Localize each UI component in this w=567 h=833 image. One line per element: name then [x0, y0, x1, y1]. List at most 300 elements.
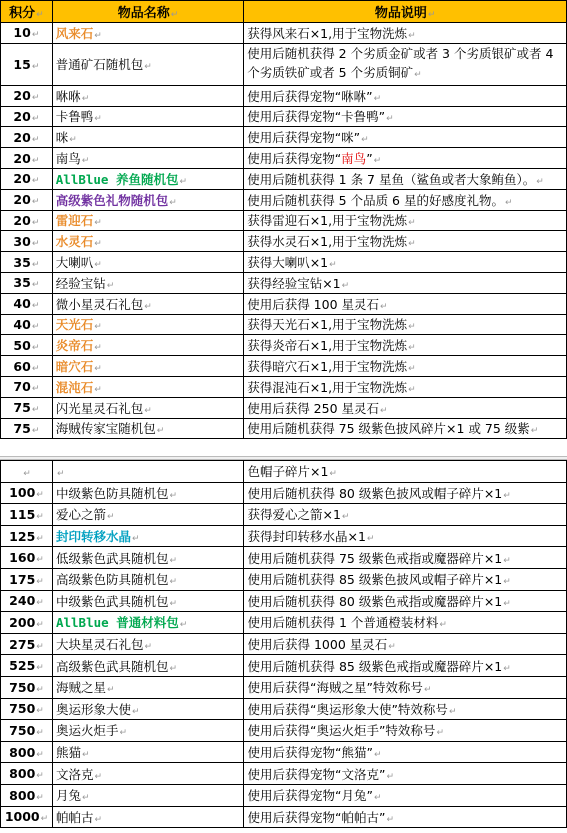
- cell-end-mark-icon: ↵: [169, 555, 178, 566]
- cell-end-mark-icon: ↵: [36, 706, 44, 717]
- cell-end-mark-icon: ↵: [94, 771, 103, 782]
- cell-end-mark-icon: ↵: [31, 363, 40, 374]
- cell-end-mark-icon: ↵: [31, 384, 40, 395]
- item-desc: 使用后获得 250 星灵石: [247, 400, 379, 416]
- item-desc: 获得风来石×1,用于宝物洗炼: [247, 25, 408, 41]
- score-value: 75: [13, 400, 31, 416]
- item-name-cell: [52, 356, 243, 377]
- item-name: 月兔: [55, 788, 81, 804]
- score-value: 750: [9, 701, 36, 717]
- item-name-cell: [52, 210, 243, 231]
- item-desc-cell: [244, 189, 567, 210]
- item-name-cell: [52, 127, 243, 148]
- item-desc: 获得经验宝钻×1: [247, 275, 341, 291]
- score-cell: [1, 272, 53, 293]
- cell-end-mark-icon: ↵: [81, 93, 90, 104]
- score-value: 20: [13, 88, 31, 104]
- cell-end-mark-icon: ↵: [31, 155, 40, 166]
- item-name-cell: [52, 482, 244, 504]
- table-row: [1, 676, 567, 698]
- item-desc: 使用后获得宠物“卡鲁鸭”: [247, 109, 386, 125]
- item-name-cell: [52, 272, 243, 293]
- score-value: 1000: [4, 809, 40, 825]
- cell-end-mark-icon: ↵: [329, 260, 337, 271]
- item-name: 风来石: [55, 25, 94, 41]
- cell-end-mark-icon: ↵: [448, 706, 457, 717]
- item-name: AllBlue 养鱼随机包: [55, 171, 179, 187]
- score-value: 60: [13, 358, 31, 374]
- item-name-cell: [52, 763, 244, 785]
- item-name-cell: [52, 43, 243, 85]
- item-name: 海贼传家宝随机包: [55, 421, 156, 437]
- item-desc: 使用后获得“奥运形象大使”特效称号: [247, 701, 448, 717]
- item-name-cell: [52, 547, 244, 569]
- table-row: [1, 504, 567, 526]
- cell-end-mark-icon: ↵: [36, 490, 44, 501]
- cell-end-mark-icon: ↵: [366, 534, 375, 545]
- cell-end-mark-icon: ↵: [179, 176, 188, 187]
- score-cell: [1, 461, 53, 483]
- table-row: [1, 418, 567, 439]
- cell-end-mark-icon: ↵: [436, 728, 444, 739]
- cell-end-mark-icon: ↵: [119, 728, 128, 739]
- cell-end-mark-icon: ↵: [144, 642, 153, 653]
- item-desc-cell: [244, 525, 567, 547]
- cell-end-mark-icon: ↵: [36, 684, 44, 695]
- cell-end-mark-icon: ↵: [408, 239, 416, 250]
- cell-end-mark-icon: ↵: [439, 620, 447, 631]
- item-desc: 获得炎帝石×1,用于宝物洗炼: [247, 338, 408, 354]
- cell-end-mark-icon: ↵: [40, 814, 49, 825]
- cell-end-mark-icon: ↵: [107, 685, 115, 696]
- item-desc-cell: [244, 356, 567, 377]
- item-desc: 使用后获得“奥运火炬手”特效称号: [247, 723, 436, 739]
- item-desc-cell: [244, 784, 567, 806]
- item-desc: 使用后获得 1000 星灵石: [247, 637, 388, 653]
- item-name: 高级紫色礼物随机包: [55, 192, 169, 208]
- cell-end-mark-icon: ↵: [408, 364, 416, 375]
- item-name: 混沌石: [55, 379, 94, 395]
- cell-end-mark-icon: ↵: [94, 322, 102, 333]
- cell-end-mark-icon: ↵: [31, 30, 40, 41]
- item-desc: 使用后随机获得 75 级紫色披风碎片×1 或 75 级紫: [247, 421, 530, 437]
- score-value: 40: [13, 316, 31, 332]
- item-name: 爱心之箭: [55, 507, 106, 523]
- table-row: [1, 272, 567, 293]
- header-desc: 物品说明↵: [244, 1, 567, 23]
- header-score: 积分↵: [1, 1, 53, 23]
- score-value: 30: [13, 233, 31, 249]
- cell-end-mark-icon: ↵: [169, 663, 178, 674]
- cell-end-mark-icon: ↵: [31, 321, 40, 332]
- item-name: 微小星灵石礼包: [55, 296, 144, 312]
- item-name: 帕帕古: [55, 809, 94, 825]
- item-desc-cell: [244, 612, 567, 634]
- cell-end-mark-icon: ↵: [503, 598, 511, 609]
- item-name-cell: [52, 655, 244, 677]
- cell-end-mark-icon: ↵: [94, 114, 102, 125]
- item-desc-cell: [244, 168, 567, 189]
- score-value: 20: [13, 129, 31, 145]
- cell-end-mark-icon: ↵: [373, 93, 382, 104]
- item-name-cell: [52, 741, 244, 763]
- item-name-cell: [52, 590, 244, 612]
- score-cell: [1, 376, 53, 397]
- item-name: 大喇叭: [55, 255, 94, 271]
- item-name-cell: [52, 314, 243, 335]
- item-name: 闪光星灵石礼包: [55, 400, 144, 416]
- cell-end-mark-icon: ↵: [144, 301, 152, 312]
- table-row: [1, 763, 567, 785]
- table-row: [1, 356, 567, 377]
- cell-end-mark-icon: ↵: [503, 555, 511, 566]
- item-name: 卡鲁鸭: [55, 109, 94, 125]
- cell-end-mark-icon: ↵: [31, 342, 40, 353]
- table-row: [1, 314, 567, 335]
- item-desc: 色帽子碎片×1: [247, 464, 329, 480]
- score-cell: [1, 633, 53, 655]
- item-desc-cell: [244, 461, 567, 483]
- item-desc: 获得爱心之箭×1: [247, 507, 341, 523]
- cell-end-mark-icon: ↵: [361, 135, 369, 146]
- item-desc-cell: [244, 293, 567, 314]
- score-value: 20: [13, 108, 31, 124]
- score-value: 800: [9, 744, 36, 760]
- score-cell: [1, 397, 53, 418]
- item-desc-cell: [244, 231, 567, 252]
- item-name: 中级紫色武具随机包: [55, 593, 169, 609]
- score-cell: [1, 568, 53, 590]
- item-desc-cell: [244, 482, 567, 504]
- score-cell: [1, 763, 53, 785]
- item-desc: 使用后随机获得 1 条 7 星鱼（鲨鱼或者大象鲔鱼）。: [247, 171, 536, 187]
- item-desc-cell: [244, 504, 567, 526]
- score-cell: [1, 189, 53, 210]
- table-row: [1, 547, 567, 569]
- item-name: 高级紫色防具随机包: [55, 572, 169, 588]
- item-name: 奥运火炬手: [55, 723, 119, 739]
- cell-end-mark-icon: ↵: [31, 61, 40, 72]
- table-row: [1, 148, 567, 169]
- score-value: 20: [13, 171, 31, 187]
- score-cell: [1, 168, 53, 189]
- cell-end-mark-icon: ↵: [36, 792, 44, 803]
- cell-end-mark-icon: ↵: [94, 260, 102, 271]
- item-name: 大块星灵石礼包: [55, 637, 144, 653]
- item-desc-cell: [244, 252, 567, 273]
- cell-end-mark-icon: ↵: [36, 771, 44, 782]
- table-row: [1, 43, 567, 85]
- cell-end-mark-icon: ↵: [31, 217, 40, 228]
- cell-end-mark-icon: ↵: [36, 598, 44, 609]
- table-row: [1, 210, 567, 231]
- cell-end-mark-icon: ↵: [156, 426, 165, 437]
- score-value: 115: [9, 506, 36, 522]
- item-desc: 获得天光石×1,用于宝物洗炼: [247, 317, 408, 333]
- item-name-cell: [52, 397, 243, 418]
- item-name: 封印转移水晶: [55, 529, 131, 545]
- cell-end-mark-icon: ↵: [69, 135, 77, 146]
- item-desc: 使用后获得宠物“月兔”: [247, 788, 373, 804]
- cell-end-mark-icon: ↵: [536, 176, 544, 187]
- cell-end-mark-icon: ↵: [36, 749, 44, 760]
- table-row: [1, 698, 567, 720]
- table-row: [1, 168, 567, 189]
- item-name-cell: [52, 106, 243, 127]
- item-name-cell: [52, 806, 244, 828]
- item-desc: 使用后随机获得 2 个劣质金矿或者 3 个劣质银矿或者 4 个劣质铁矿或者 5 个劣质铜矿: [247, 45, 554, 80]
- item-desc-cell: [244, 763, 567, 785]
- score-cell: [1, 590, 53, 612]
- item-name-cell: [52, 525, 244, 547]
- item-desc: 使用后随机获得 85 级紫色披风或帽子碎片×1: [247, 572, 503, 588]
- cell-end-mark-icon: ↵: [31, 259, 40, 270]
- item-name: 南鸟: [55, 151, 81, 167]
- score-cell: [1, 43, 53, 85]
- cell-end-mark-icon: ↵: [94, 30, 102, 41]
- cell-end-mark-icon: ↵: [106, 280, 115, 291]
- cell-end-mark-icon: ↵: [36, 533, 44, 544]
- cell-end-mark-icon: ↵: [373, 156, 382, 167]
- score-cell: [1, 127, 53, 148]
- item-name-cell: [52, 376, 243, 397]
- item-name-cell: [52, 23, 243, 44]
- cell-end-mark-icon: ↵: [36, 619, 44, 630]
- item-desc-cell: [244, 23, 567, 44]
- score-value: 70: [13, 379, 31, 395]
- item-name: 经验宝钻: [55, 275, 106, 291]
- table-row: [1, 335, 567, 356]
- score-value: 35: [13, 254, 31, 270]
- item-name-cell: [52, 189, 243, 210]
- cell-end-mark-icon: ↵: [408, 322, 416, 333]
- cell-end-mark-icon: ↵: [94, 218, 102, 229]
- table-row: [1, 633, 567, 655]
- table-row: [1, 85, 567, 106]
- item-name-cell: [52, 720, 244, 742]
- item-name-cell: [52, 293, 243, 314]
- score-cell: [1, 210, 53, 231]
- item-name: 暗穴石: [55, 359, 94, 375]
- score-value: 20: [13, 150, 31, 166]
- score-cell: [1, 148, 53, 169]
- item-desc-cell: [244, 127, 567, 148]
- cell-end-mark-icon: ↵: [31, 176, 40, 187]
- score-cell: [1, 356, 53, 377]
- cell-end-mark-icon: ↵: [82, 793, 90, 804]
- cell-end-mark-icon: ↵: [408, 218, 416, 229]
- item-desc-cell: [244, 43, 567, 85]
- score-value: 75: [13, 420, 31, 436]
- cell-end-mark-icon: ↵: [132, 534, 140, 545]
- score-cell: [1, 418, 53, 439]
- item-name-cell: [52, 252, 243, 273]
- item-name: 高级紫色武具随机包: [55, 658, 169, 674]
- score-value: 20: [13, 212, 31, 228]
- item-name: 中级紫色防具随机包: [55, 485, 169, 501]
- item-desc-cell: [244, 698, 567, 720]
- item-desc: 使用后获得宠物“文洛克”: [247, 766, 386, 782]
- score-cell: [1, 314, 53, 335]
- item-name-cell: [52, 504, 244, 526]
- cell-end-mark-icon: ↵: [36, 641, 44, 652]
- item-name: 天光石: [55, 317, 94, 333]
- cell-end-mark-icon: ↵: [144, 62, 152, 73]
- cell-end-mark-icon: ↵: [408, 30, 416, 41]
- cell-end-mark-icon: ↵: [373, 750, 382, 761]
- score-value: 275: [9, 636, 36, 652]
- item-desc-cell: [244, 106, 567, 127]
- item-desc: 使用后获得宠物“咪”: [247, 130, 361, 146]
- item-desc-cell: [244, 655, 567, 677]
- score-value: 160: [9, 550, 36, 566]
- cell-end-mark-icon: ↵: [388, 642, 396, 653]
- score-value: 50: [13, 337, 31, 353]
- item-name-cell: [52, 231, 243, 252]
- item-name-cell: [52, 168, 243, 189]
- cell-end-mark-icon: ↵: [31, 238, 40, 249]
- item-desc: 获得雷迎石×1,用于宝物洗炼: [247, 213, 408, 229]
- score-value: 800: [9, 766, 36, 782]
- cell-end-mark-icon: ↵: [179, 620, 188, 631]
- score-cell: [1, 231, 53, 252]
- table-row: [1, 397, 567, 418]
- cell-end-mark-icon: ↵: [94, 364, 102, 375]
- item-name-cell: [52, 418, 243, 439]
- score-cell: [1, 85, 53, 106]
- cell-end-mark-icon: ↵: [170, 10, 179, 20]
- cell-end-mark-icon: ↵: [373, 793, 382, 804]
- item-desc: 使用后获得 100 星灵石: [247, 296, 379, 312]
- item-desc-cell: [244, 85, 567, 106]
- score-cell: [1, 23, 53, 44]
- score-value: 525: [9, 658, 36, 674]
- cell-end-mark-icon: ↵: [31, 425, 40, 436]
- score-cell: [1, 504, 53, 526]
- table-row: [1, 189, 567, 210]
- item-desc-cell: [244, 376, 567, 397]
- score-value: 750: [9, 722, 36, 738]
- cell-end-mark-icon: ↵: [81, 156, 90, 167]
- score-value: 40: [13, 296, 31, 312]
- header-name: 物品名称↵: [52, 1, 243, 23]
- cell-end-mark-icon: ↵: [386, 814, 394, 825]
- cell-end-mark-icon: ↵: [94, 384, 102, 395]
- cell-end-mark-icon: ↵: [132, 706, 140, 717]
- score-cell: [1, 698, 53, 720]
- score-value: 100: [9, 485, 36, 501]
- item-desc: 获得水灵石×1,用于宝物洗炼: [247, 234, 408, 250]
- table-row: [1, 127, 567, 148]
- table-row: [1, 741, 567, 763]
- table-row: [1, 293, 567, 314]
- table-row: [1, 806, 567, 828]
- item-name-cell: [52, 85, 243, 106]
- score-cell: [1, 106, 53, 127]
- item-desc: 使用后获得宠物“: [247, 151, 342, 167]
- table-row: [1, 376, 567, 397]
- cell-end-mark-icon: ↵: [169, 598, 178, 609]
- item-desc-cell: [244, 590, 567, 612]
- item-desc-tail: ”: [366, 151, 373, 167]
- item-name: 咪: [55, 130, 69, 146]
- cell-end-mark-icon: ↵: [94, 343, 102, 354]
- cell-end-mark-icon: ↵: [423, 685, 432, 696]
- score-value: 125: [9, 528, 36, 544]
- cell-end-mark-icon: ↵: [386, 771, 394, 782]
- cell-end-mark-icon: ↵: [94, 814, 103, 825]
- table-row: [1, 23, 567, 44]
- items-table-part2: [0, 460, 567, 828]
- item-name-cell: [52, 698, 244, 720]
- cell-end-mark-icon: ↵: [408, 384, 416, 395]
- cell-end-mark-icon: ↵: [341, 280, 350, 291]
- cell-end-mark-icon: ↵: [505, 197, 513, 208]
- table-row: [1, 784, 567, 806]
- item-name: 雷迎石: [55, 213, 94, 229]
- item-desc-cell: [244, 547, 567, 569]
- score-value: 800: [9, 787, 36, 803]
- cell-end-mark-icon: ↵: [414, 69, 422, 80]
- item-desc-cell: [244, 633, 567, 655]
- cell-end-mark-icon: ↵: [31, 93, 40, 104]
- item-desc-highlight: 南鸟: [341, 151, 367, 167]
- score-cell: [1, 720, 53, 742]
- item-desc-cell: [244, 397, 567, 418]
- score-value: 20: [13, 192, 31, 208]
- cell-end-mark-icon: ↵: [386, 114, 394, 125]
- item-name: 咻咻: [55, 88, 81, 104]
- score-cell: [1, 252, 53, 273]
- score-value: 175: [9, 571, 36, 587]
- item-desc-cell: [244, 335, 567, 356]
- item-name-cell: [52, 568, 244, 590]
- cell-end-mark-icon: ↵: [380, 405, 388, 416]
- table-row: [1, 231, 567, 252]
- cell-end-mark-icon: ↵: [56, 468, 65, 479]
- cell-end-mark-icon: ↵: [169, 490, 178, 501]
- item-name-cell: [52, 676, 244, 698]
- cell-end-mark-icon: ↵: [94, 239, 102, 250]
- item-name: 文洛克: [55, 766, 94, 782]
- cell-end-mark-icon: ↵: [169, 577, 178, 588]
- cell-end-mark-icon: ↵: [36, 511, 44, 522]
- score-cell: [1, 547, 53, 569]
- item-desc-cell: [244, 210, 567, 231]
- cell-end-mark-icon: ↵: [427, 10, 436, 20]
- cell-end-mark-icon: ↵: [36, 10, 44, 20]
- cell-end-mark-icon: ↵: [329, 469, 337, 480]
- score-cell: [1, 676, 53, 698]
- cell-end-mark-icon: ↵: [503, 490, 511, 501]
- score-value: 35: [13, 275, 31, 291]
- cell-end-mark-icon: ↵: [36, 576, 44, 587]
- item-name: 海贼之星: [55, 680, 106, 696]
- item-desc: 获得大喇叭×1: [247, 255, 329, 271]
- item-desc-cell: [244, 720, 567, 742]
- item-desc: 使用后随机获得 5 个品质 6 星的好感度礼物。: [247, 192, 504, 208]
- score-cell: [1, 784, 53, 806]
- table-row: [1, 655, 567, 677]
- cell-end-mark-icon: ↵: [36, 555, 44, 566]
- cell-end-mark-icon: ↵: [380, 301, 388, 312]
- score-cell: [1, 806, 53, 828]
- cell-end-mark-icon: ↵: [530, 426, 539, 437]
- score-value: 200: [9, 614, 36, 630]
- item-desc-cell: [244, 418, 567, 439]
- cell-end-mark-icon: ↵: [31, 280, 40, 291]
- item-desc: 获得混沌石×1,用于宝物洗炼: [247, 379, 408, 395]
